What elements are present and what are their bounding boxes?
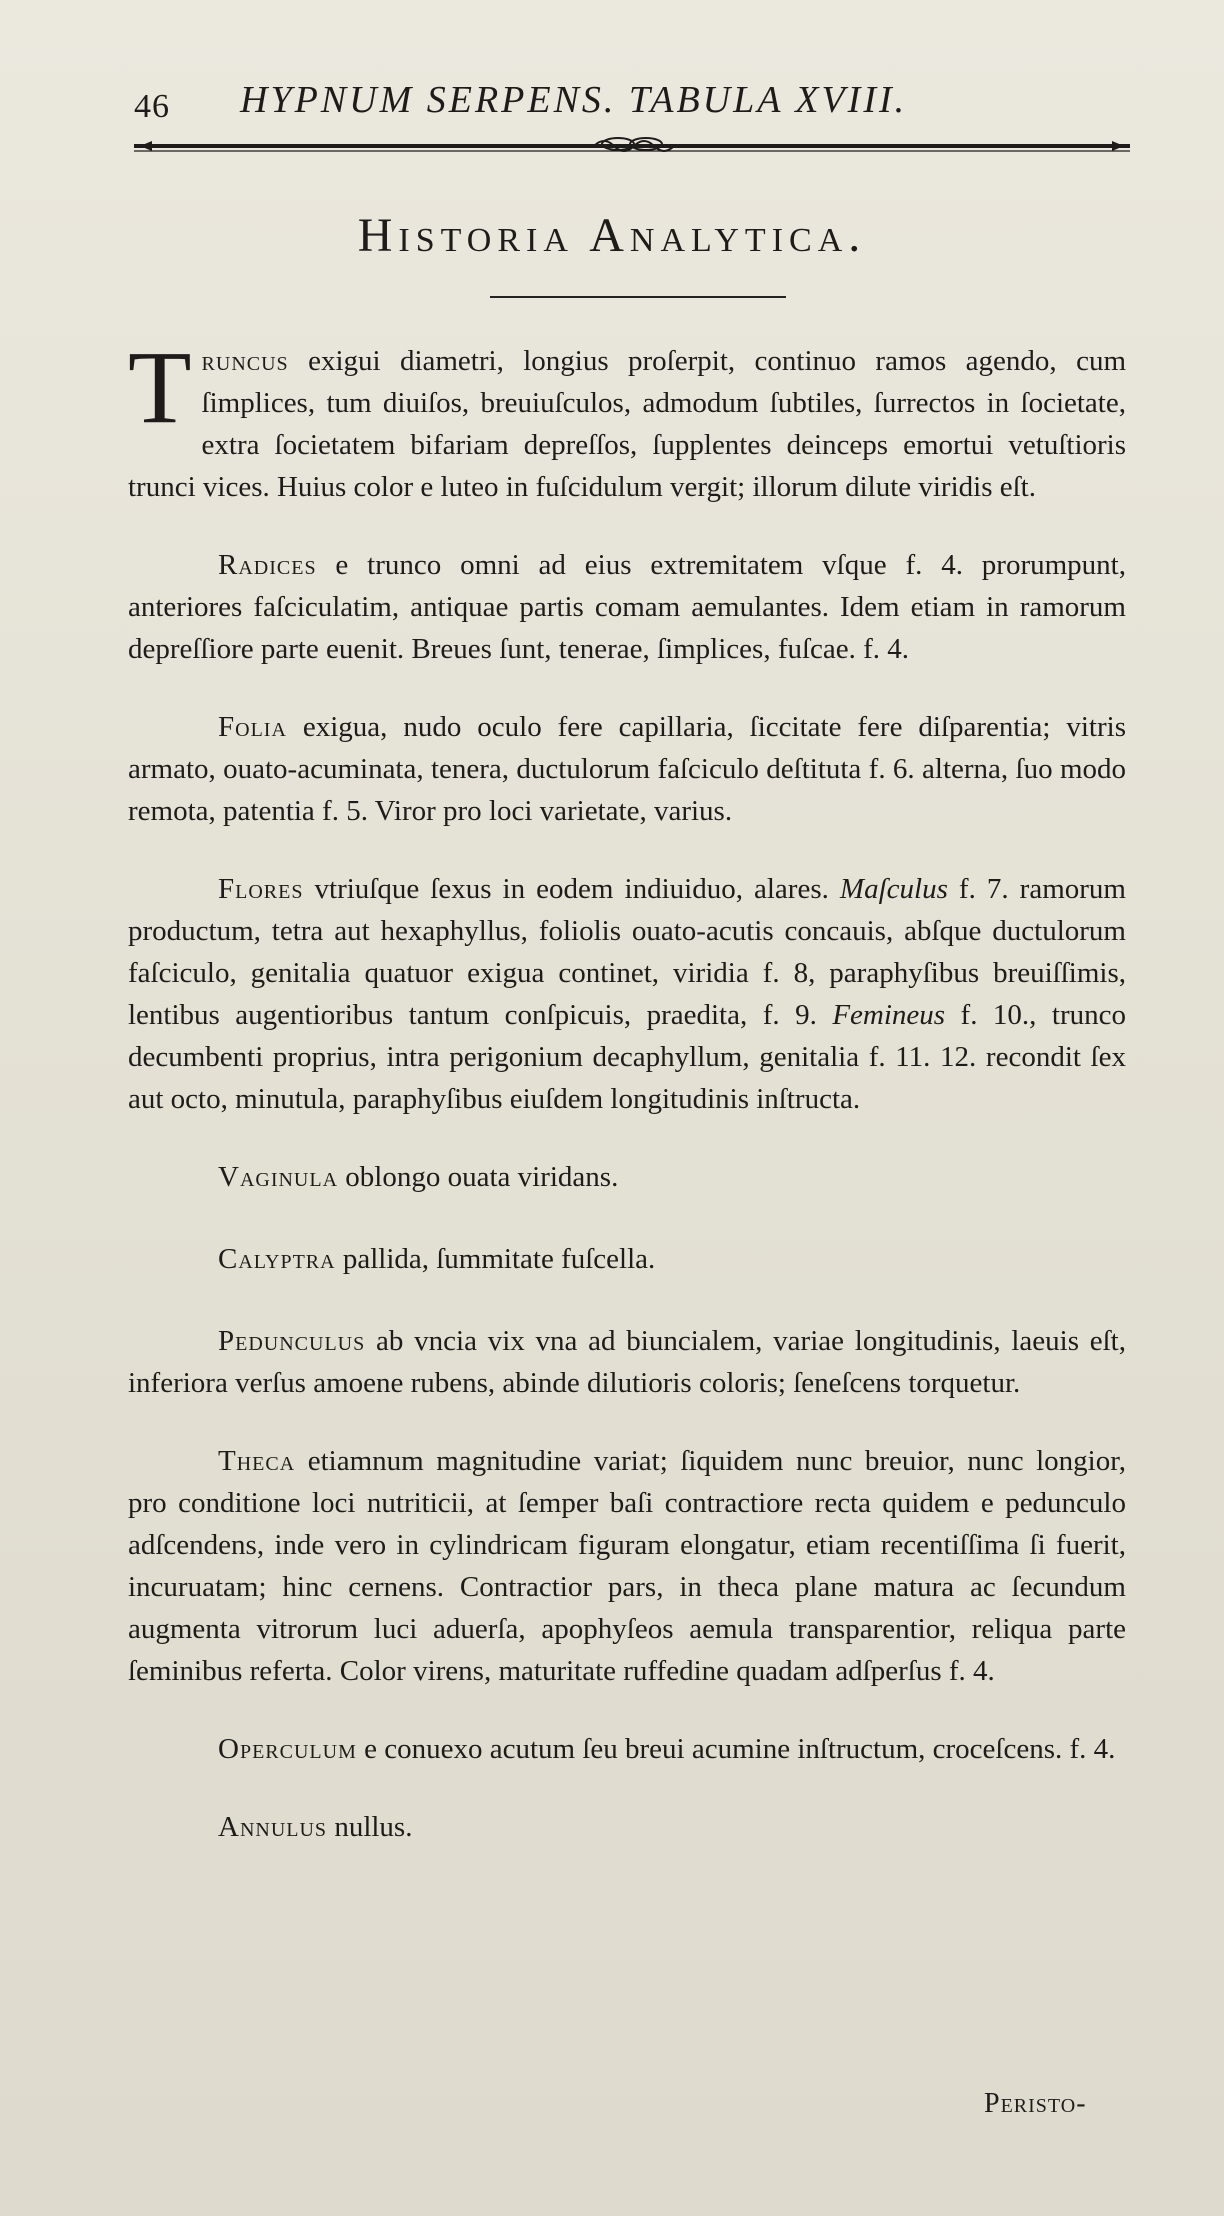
- paragraph-lead: runcus: [201, 345, 289, 377]
- paragraph-lead: Theca: [218, 1445, 296, 1477]
- paragraph-operculum: [128, 1728, 1126, 1770]
- paragraph-text: exigui diametri, longius proſerpit, continuo ramos agendo, cum ſimplices, tum diuiſos, breuiuſculos, admodum ſubtiles, ſurrectos in ſocietate, extra ſocietatem bifariam depreſſos, ſupplentes deinceps emortui vetuſtioris trunci vices. Huius color e luteo in fuſcidulum vergit; illorum dilute viridis eſt.: [128, 345, 1126, 503]
- paragraph-text: pallida, ſummitate fuſcella.: [335, 1243, 656, 1275]
- paragraph-pedunculus: [128, 1320, 1126, 1404]
- ornamental-rule-icon: [134, 134, 1130, 158]
- paragraph-text: etiamnum magnitudine variat; ſiquidem nunc breuior, nunc longior, pro conditione loci nutriticii, at ſemper baſi contractiore recta quidem e pedunculo adſcendens, inde vero in cylindricam figuram elongatur, etiam recentiſſima ſi fuerit, incuruatam; hinc cernens. Contractior pars, in theca plane matura ac ſecundum augmenta vitrorum luci aduerſa, apophyſeos aemula transparentior, reliqua parte ſeminibus referta. Color virens, maturitate ruffedine quadam adſperſus f. 4.: [128, 1445, 1126, 1687]
- paragraph-lead: Flores: [218, 873, 304, 905]
- italic-term: Maſculus: [839, 873, 948, 905]
- section-heading: Historia Analytica.: [357, 209, 867, 262]
- paragraph-lead: Folia: [218, 711, 287, 743]
- paragraph-lead: Pedunculus: [218, 1325, 366, 1357]
- paragraph-text: nullus.: [327, 1811, 413, 1843]
- paragraph-lead: Radices: [218, 549, 317, 581]
- paragraph-text: oblongo ouata viridans.: [338, 1161, 619, 1193]
- running-title: HYPNUM SERPENS. TABULA XVIII.: [240, 79, 908, 121]
- page-number: 46: [134, 88, 170, 125]
- paragraph-annulus: [128, 1806, 1126, 1848]
- italic-term: Femineus: [832, 999, 946, 1031]
- heading-divider: [490, 296, 786, 298]
- paragraph-lead: Annulus: [218, 1811, 328, 1843]
- drop-cap: T: [128, 330, 192, 445]
- paragraph-truncus: [128, 330, 1126, 508]
- paragraph-lead: Operculum: [218, 1733, 357, 1765]
- ornamental-rule: [134, 134, 1130, 158]
- paragraph-text: e trunco omni ad eius extremitatem vſque f. 4. prorumpunt, anteriores faſciculatim, antiquae partis comam aemulantes. Idem etiam in ramorum depreſſiore parte euenit. Breues ſunt, tenerae, ſimplices, fuſcae. f. 4.: [128, 549, 1126, 665]
- paragraph-folia: [128, 706, 1126, 832]
- paragraph-lead: Vaginula: [218, 1161, 339, 1193]
- paragraph-theca: [128, 1440, 1126, 1692]
- text-body: [128, 330, 1126, 1888]
- paragraph-text: ab vncia vix vna ad biuncialem, variae longitudinis, laeuis eſt, inferiora verſus amoene rubens, abinde dilutioris coloris; ſeneſcens torquetur.: [128, 1325, 1126, 1399]
- paragraph-flores: [128, 868, 1126, 1120]
- catchword: Peristo-: [984, 2088, 1087, 2119]
- paragraph-vaginula: [128, 1156, 1126, 1198]
- paragraph-lead: Calyptra: [218, 1243, 336, 1275]
- paragraph-calyptra: [128, 1238, 1126, 1280]
- paragraph-text: e conuexo acutum ſeu breui acumine inſtructum, croceſcens. f. 4.: [356, 1733, 1116, 1765]
- paragraph-text: exigua, nudo oculo fere capillaria, ſiccitate fere diſparentia; vitris armato, ouato-acuminata, tenera, ductulorum faſciculo deſtituta f. 6. alterna, ſuo modo remota, patentia f. 5. Viror pro loci varietate, varius.: [128, 711, 1126, 827]
- paragraph-text: f. 7. ramorum productum, tetra aut hexaphyllus, foliolis ouato-acutis concauis, abſque ductulorum faſciculo, genitalia quatuor exigua continet, viridia f. 8, paraphyſibus breuiſſimis, lentibus augentioribus tantum conſpicuis, praedita, f. 9.: [128, 873, 1126, 1031]
- paragraph-text: vtriuſque ſexus in eodem indiuiduo, alares.: [303, 873, 840, 905]
- paragraph-radices: [128, 544, 1126, 670]
- paragraph-text: f. 10., trunco decumbenti proprius, intra perigonium decaphyllum, genitalia f. 11. 12. recondit ſex aut octo, minutula, paraphyſibus eiuſdem longitudinis inſtructa.: [128, 999, 1126, 1115]
